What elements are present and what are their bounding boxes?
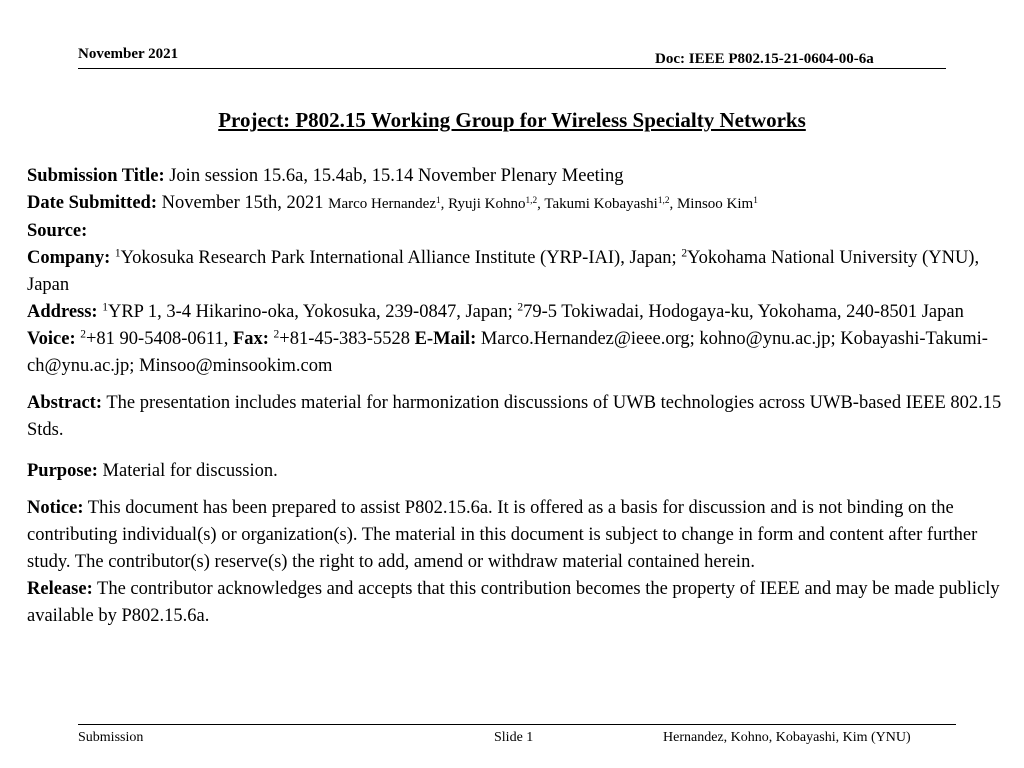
voice-value: +81 90-5408-0611, <box>86 329 233 349</box>
author-affiliation: 1 <box>753 195 758 206</box>
author-affiliation: 1,2 <box>657 195 670 206</box>
address-label: Address: <box>27 302 98 322</box>
address-text-1: YRP 1, 3-4 Hikarino-oka, Yokosuka, 239-0847, Japan; <box>107 302 518 322</box>
company-line: Company: $^1$Yokosuka Research Park International Alliance Institute (YRP-IAI), Japan; $^2$Yokohama National University (YNU), Japan <box>27 247 980 295</box>
date-submitted-line <box>27 190 1012 218</box>
purpose-label: Purpose: <box>27 461 98 481</box>
footer-submission: Submission <box>78 730 144 745</box>
voice-line: Voice: $^2$+81 90-5408-0611, Fax: $^2$+81-45-383-5528 E-Mail: Marco.Hernandez@ieee.org; kohno@ynu.ac.jp; Kobayashi-Takumi-ch@ynu.ac.jp; Minsoo@minsookim.com <box>27 328 988 376</box>
submission-title-label: Submission Title: <box>27 166 165 186</box>
header-doc-id: Doc: IEEE P802.15-21-0604-00-6a <box>655 51 874 67</box>
notice-label: Notice: <box>27 498 84 518</box>
author-affiliation: 1 <box>435 195 441 206</box>
notice-text: This document has been prepared to assist P802.15.6a. It is offered as a basis for discussion and is not binding on the contributing individual(s) or organization(s). The material in this document is subject to change in form and content after further study. The contributor(s) reserve(s) the right to add, amend or withdraw material contained herein. <box>27 498 978 572</box>
author-name: Takumi Kobayashi <box>544 196 658 212</box>
abstract-text: The presentation includes material for harmonization discussions of UWB technologies across UWB-based IEEE 802.15 Stds. <box>27 393 1002 440</box>
footer-rule <box>78 724 956 725</box>
author-list: Marco Hernandez$^1$, Ryuji Kohno$^{1,2}$, Takumi Kobayashi$^{1,2}$, Minsoo Kim$^1$ <box>328 195 758 212</box>
company-text-2: Yokohama National University (YNU), Japan <box>27 248 980 295</box>
header-date: November 2021 <box>78 46 179 62</box>
company-text-1: Yokosuka Research Park International Alliance Institute (YRP-IAI), Japan; <box>120 248 682 268</box>
fax-label: Fax: <box>232 329 269 349</box>
address-text-2: 79-5 Tokiwadai, Hodogaya-ku, Yokohama, 240-8501 Japan <box>523 302 964 322</box>
notice-paragraph <box>27 495 1012 576</box>
voice-label: Voice: <box>27 329 76 349</box>
author-name: Minsoo Kim <box>676 196 754 212</box>
release-text: The contributor acknowledges and accepts that this contribution becomes the property of IEEE and may be made publicly available by P802.15.6a. <box>27 579 1000 626</box>
author-name: Marco Hernandez <box>328 196 436 212</box>
purpose-paragraph <box>27 458 1012 485</box>
company-label: Company: <box>27 248 111 268</box>
footer-slide-number: Slide 1 <box>494 730 534 745</box>
footer-authors: Hernandez, Kohno, Kobayashi, Kim (YNU) <box>663 730 911 745</box>
source-label: Source: <box>27 221 88 241</box>
email-values: Marco.Hernandez@ieee.org; kohno@ynu.ac.jp; Kobayashi-Takumi-ch@ynu.ac.jp; Minsoo@minsookim.com <box>27 329 988 376</box>
date-submitted-value: November 15th, 2021 <box>161 193 324 213</box>
header-rule <box>78 68 946 69</box>
release-label: Release: <box>27 579 93 599</box>
email-label: E-Mail: <box>414 329 477 349</box>
document-body <box>27 163 1012 630</box>
submission-title-line <box>27 163 1012 190</box>
submission-title-text: Join session 15.6a, 15.4ab, 15.14 November Plenary Meeting <box>169 166 624 186</box>
page-title: Project: P802.15 Working Group for Wireless Specialty Networks <box>218 108 806 132</box>
date-submitted-label: Date Submitted: <box>27 193 158 213</box>
fax-value: +81-45-383-5528 <box>279 329 415 349</box>
release-paragraph <box>27 576 1012 630</box>
abstract-label: Abstract: <box>27 393 103 413</box>
author-affiliation: 1,2 <box>525 195 538 206</box>
author-name: Ryuji Kohno <box>448 196 526 212</box>
abstract-paragraph <box>27 390 1012 444</box>
source-line <box>27 218 1012 245</box>
address-line: Address: $^1$YRP 1, 3-4 Hikarino-oka, Yokosuka, 239-0847, Japan; $^2$79-5 Tokiwadai, Hodogaya-ku, Yokohama, 240-8501 Japan <box>27 301 964 322</box>
purpose-text: Material for discussion. <box>102 461 278 481</box>
